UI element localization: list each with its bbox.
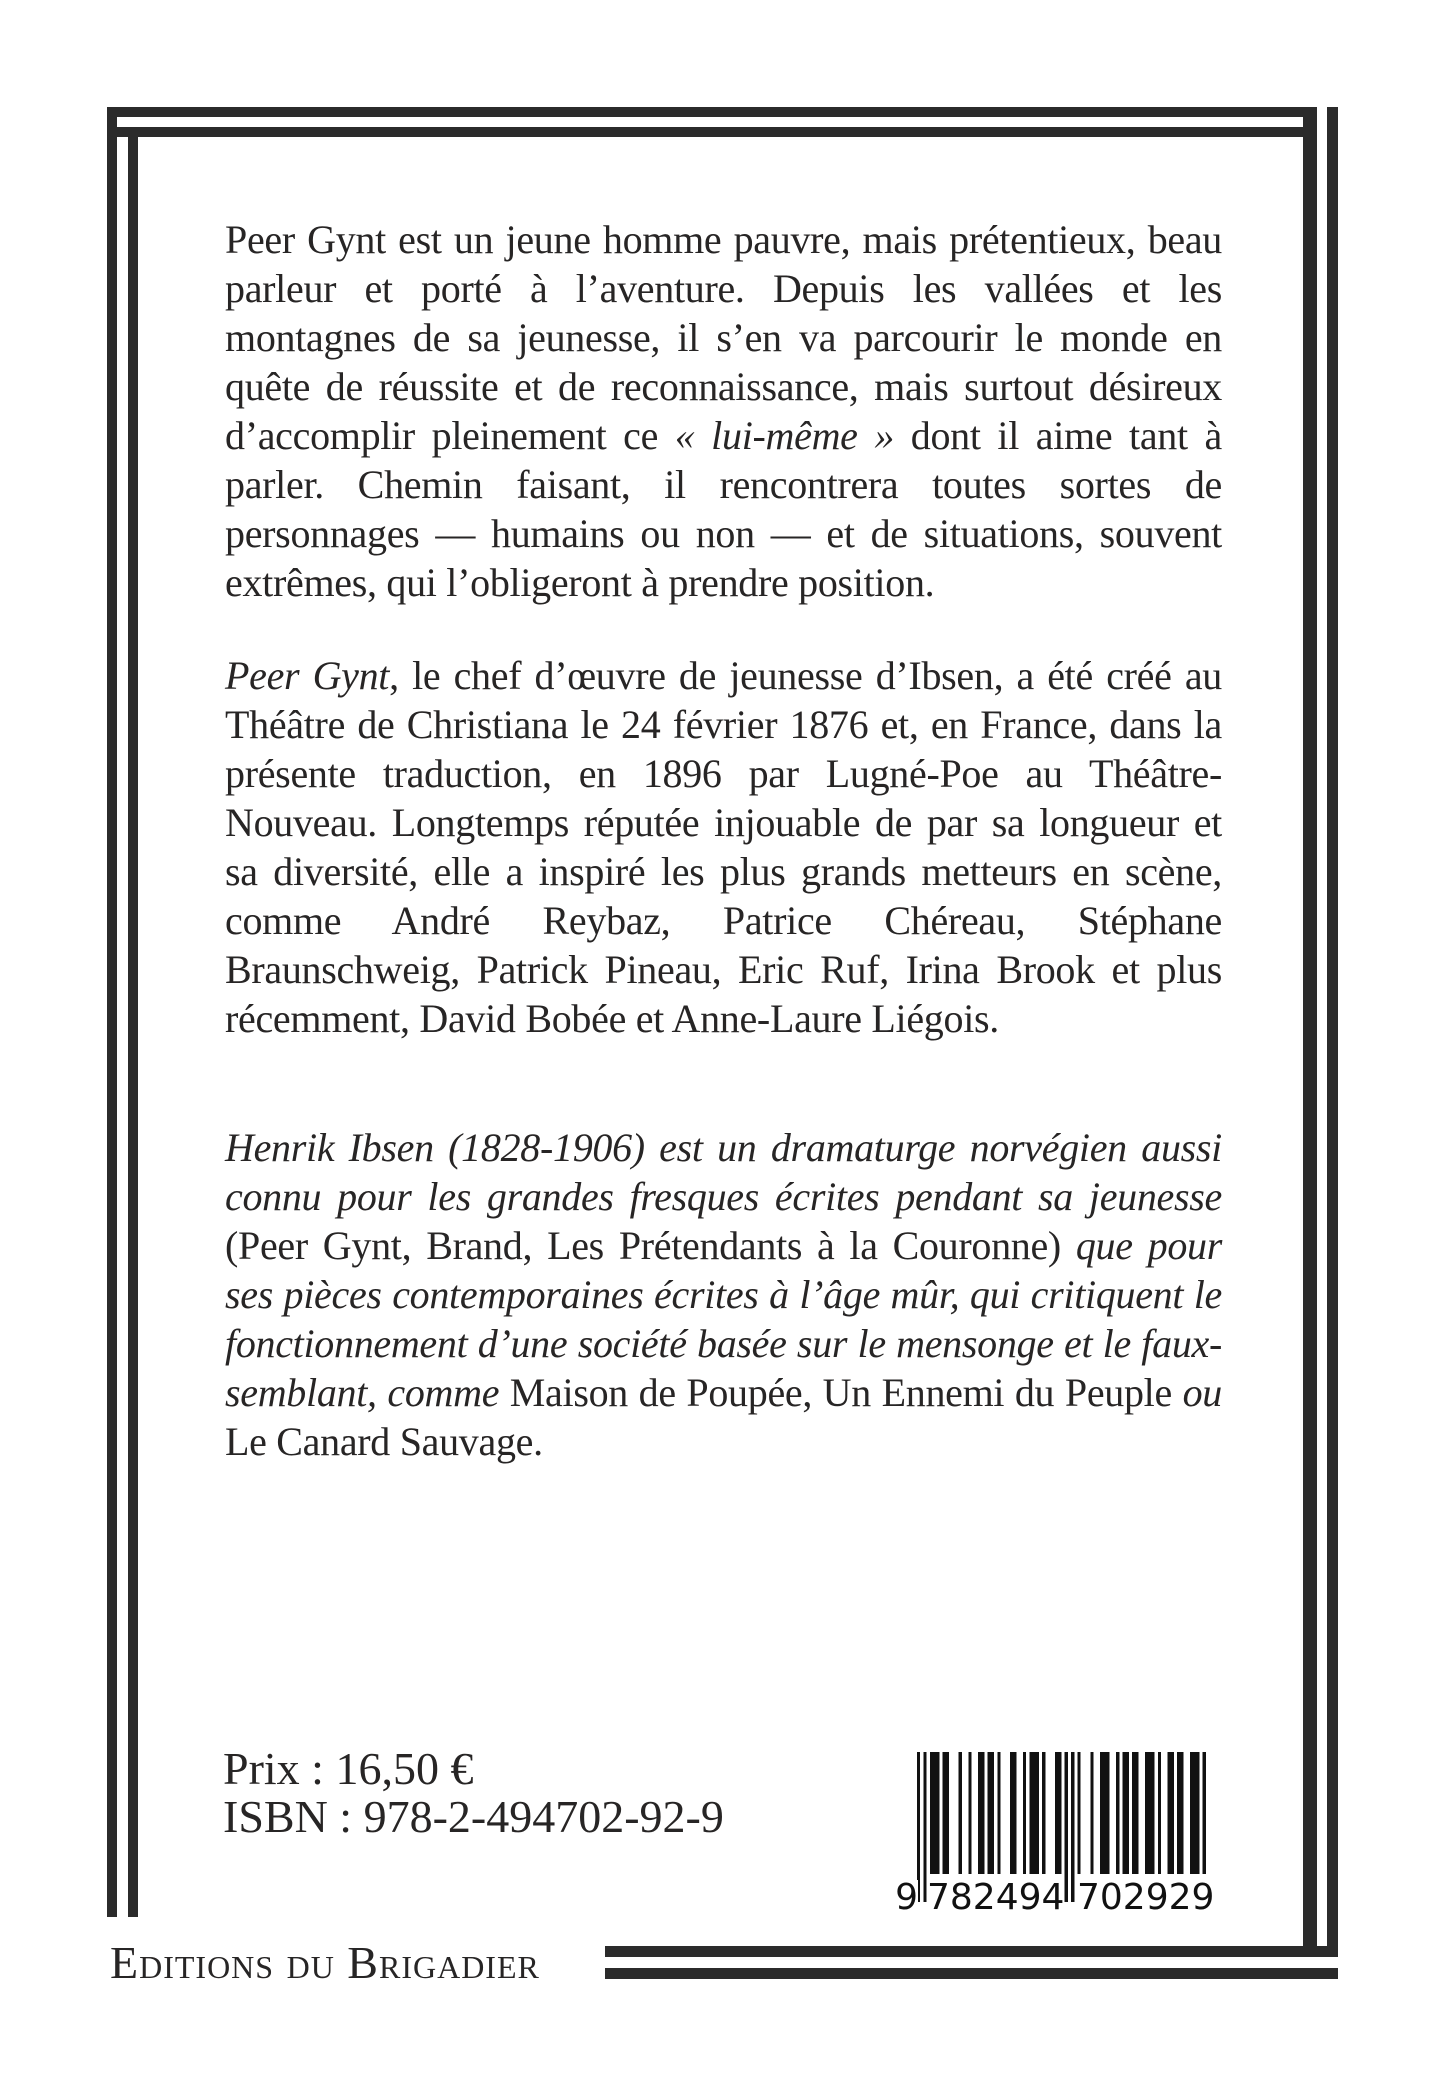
frame-top-inner-rule: [107, 127, 1317, 137]
roman-run: dont il aime tant à parler. Chemin faisant, il rencontrera toutes sortes de personnages — humains ou non — et de situations, souvent extrêmes, qui l’obligeront à prendre position.: [225, 413, 1222, 605]
pricing-block: [223, 1745, 724, 1841]
roman-run: (Peer Gynt, Brand, Les Prétendants à la Couronne): [225, 1223, 1076, 1268]
publisher-imprint: Editions du Brigadier: [110, 1940, 558, 1986]
author-bio-paragraph: [225, 1123, 1222, 1466]
italic-run: Peer Gynt: [225, 653, 390, 698]
frame-bottom-upper-rule: [605, 1946, 1338, 1957]
frame-right-outer-rule: [1327, 107, 1338, 1957]
isbn-line: ISBN : 978-2-494702-92-9: [223, 1791, 724, 1842]
frame-top-outer-rule: [107, 107, 1317, 117]
back-cover-text: [225, 215, 1222, 1466]
barcode-prefix-digit: 9: [884, 1880, 918, 1916]
roman-run: , le chef d’œuvre de jeunesse d’Ibsen, a été créé au Théâtre de Christiana le 24 février 1876 et, en France, dans la présente traduction, en 1896 par Lugné-Poe au Théâtre-Nouveau. Longtemps réputée injouable de par sa longueur et sa diversité, elle a inspiré les plus grands metteurs en scène, comme André Reybaz, Patrice Chéreau, Stéphane Braunschweig, Patrick Pineau, Eric Ruf, Irina Brook et plus récemment, David Bobée et Anne-Laure Liégois.: [225, 653, 1223, 1041]
italic-run: que pour ses pièces contemporaines écrites à l’âge mûr, qui critiquent le fonctionnement d’une société basée sur le mensonge et le faux-semblant, comme: [225, 1223, 1222, 1415]
italic-run: ou: [1182, 1370, 1222, 1415]
synopsis-paragraph: [225, 215, 1222, 607]
roman-run: Le Canard Sauvage.: [225, 1419, 543, 1464]
italic-run: « lui-même »: [674, 413, 895, 458]
frame-left-inner-rule: [128, 137, 138, 1917]
frame-left-outer-rule: [107, 107, 117, 1917]
ean13-barcode: [880, 1752, 1225, 1918]
price-line: Prix : 16,50 €: [223, 1743, 474, 1794]
roman-run: Maison de Poupée, Un Ennemi du Peuple: [509, 1370, 1183, 1415]
frame-bottom-lower-rule: [605, 1968, 1338, 1979]
frame-right-inner-rule: [1303, 107, 1317, 1946]
roman-run: Peer Gynt est un jeune homme pauvre, mais prétentieux, beau parleur et porté à l’aventure. Depuis les vallées et les montagnes de sa jeunesse, il s’en va parcourir le monde en quête de réussite et de reconnaissance, mais surtout désireux d’accomplir pleinement ce: [225, 217, 1222, 458]
italic-run: Henrik Ibsen (1828-1906) est un dramaturge norvégien aussi connu pour les grandes fresques écrites pendant sa jeunesse: [225, 1125, 1222, 1219]
barcode-left-group-digits: 782494: [927, 1877, 1065, 1918]
barcode-right-group-digits: 702929: [1077, 1877, 1215, 1918]
history-paragraph: [225, 651, 1222, 1043]
